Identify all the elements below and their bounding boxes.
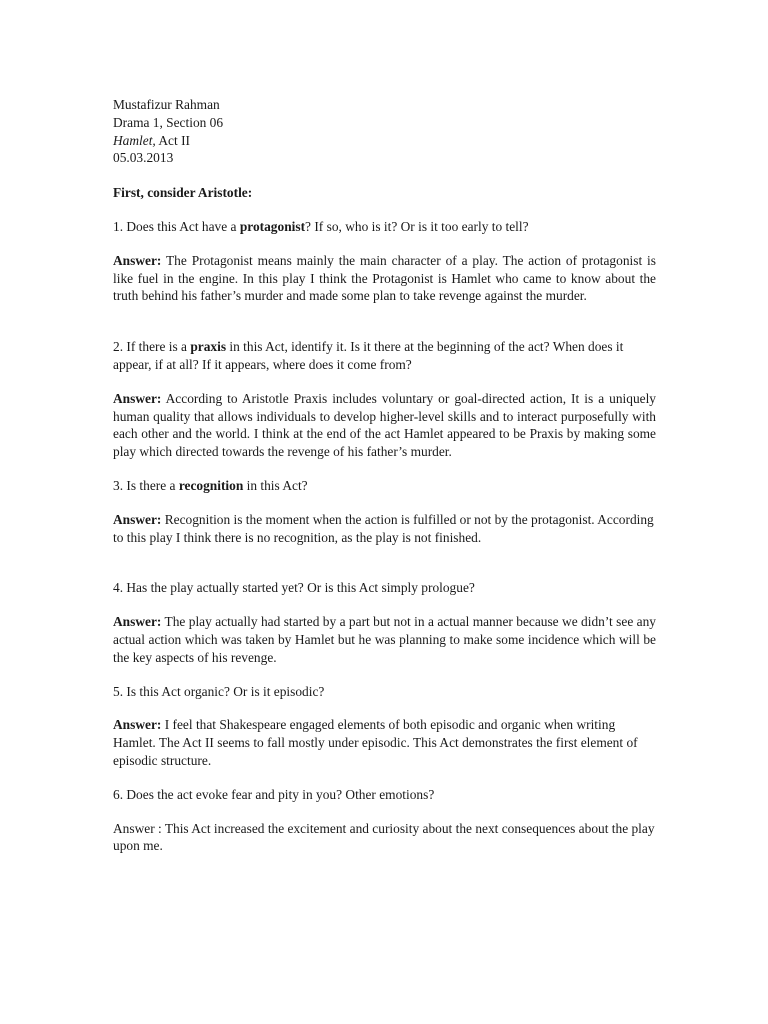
act-label: Act II [155,132,190,148]
answer-3-text: Recognition is the moment when the action is fulfilled or not by the protagonist. According to this play I think there is no recognition, as the play is not finished. [113,511,654,545]
question-5: 5. Is this Act organic? Or is it episodic? [113,683,325,699]
question-3: 3. Is there a recognition in this Act? [113,477,308,493]
question-1: 1. Does this Act have a protagonist? If so, who is it? Or is it too early to tell? [113,218,529,234]
answer-6-text: This Act increased the excitement and curiosity about the next consequences about the play upon me. [113,820,655,854]
answer-2-text: According to Aristotle Praxis includes voluntary or goal-directed action, It is a uniquely human quality that allows individuals to develop higher-level skills and to interact purposefully with each other and the world. I think at the end of the act Hamlet appeared to be Praxis by making some play which directed towards the revenge of his father’s murder. [113,390,657,460]
course-section: Drama 1, Section 06 [113,114,224,130]
question-1-keyword: protagonist [239,218,306,234]
answer-3 [113,511,656,547]
question-6: 6. Does the act evoke fear and pity in you? Other emotions? [113,786,435,802]
document-header [113,96,656,167]
answer-label-plain: Answer : [113,820,162,836]
section-title: First, consider Aristotle: [113,185,253,201]
answer-2 [113,390,656,461]
question-4: 4. Has the play actually started yet? Or is this Act simply prologue? [113,580,475,596]
answer-label: Answer: [113,390,162,406]
answer-4-text: The play actually had started by a part but not in a actual manner because we didn’t see any actual action which was taken by Hamlet but he was planning to make some incidence which will be the key aspects of his revenge. [113,614,657,665]
answer-6 [113,820,656,856]
answer-4 [113,613,656,666]
answer-1-text: The Protagonist means mainly the main character of a play. The action of protagonist is like fuel in the engine. In this play I think the Protagonist is Hamlet who came to know about the truth behind his father’s murder and made some plan to take revenge against the murder. [113,252,656,304]
document-date: 05.03.2013 [113,150,174,166]
answer-label: Answer: [113,252,162,268]
answer-5-text: I feel that Shakespeare engaged elements of both episodic and organic when writing Hamlet. The Act II seems to fall mostly under episodic. This Act demonstrates the first element of episodic structure. [113,717,638,768]
question-3-keyword: recognition [178,477,244,493]
play-title: Hamlet, [113,132,156,148]
question-2-keyword: praxis [190,339,227,355]
answer-label: Answer: [113,511,162,527]
assignment-title [113,132,656,150]
document-page [113,96,656,855]
answer-label: Answer: [113,717,162,733]
answer-5 [113,716,656,769]
answer-1 [113,252,656,305]
question-2: 2. If there is a praxis in this Act, identify it. Is it there at the beginning of the act? When does it appear, if at all? If it appears, where does it come from? [113,339,624,372]
author-name: Mustafizur Rahman [113,97,220,112]
answer-label: Answer: [113,614,162,630]
